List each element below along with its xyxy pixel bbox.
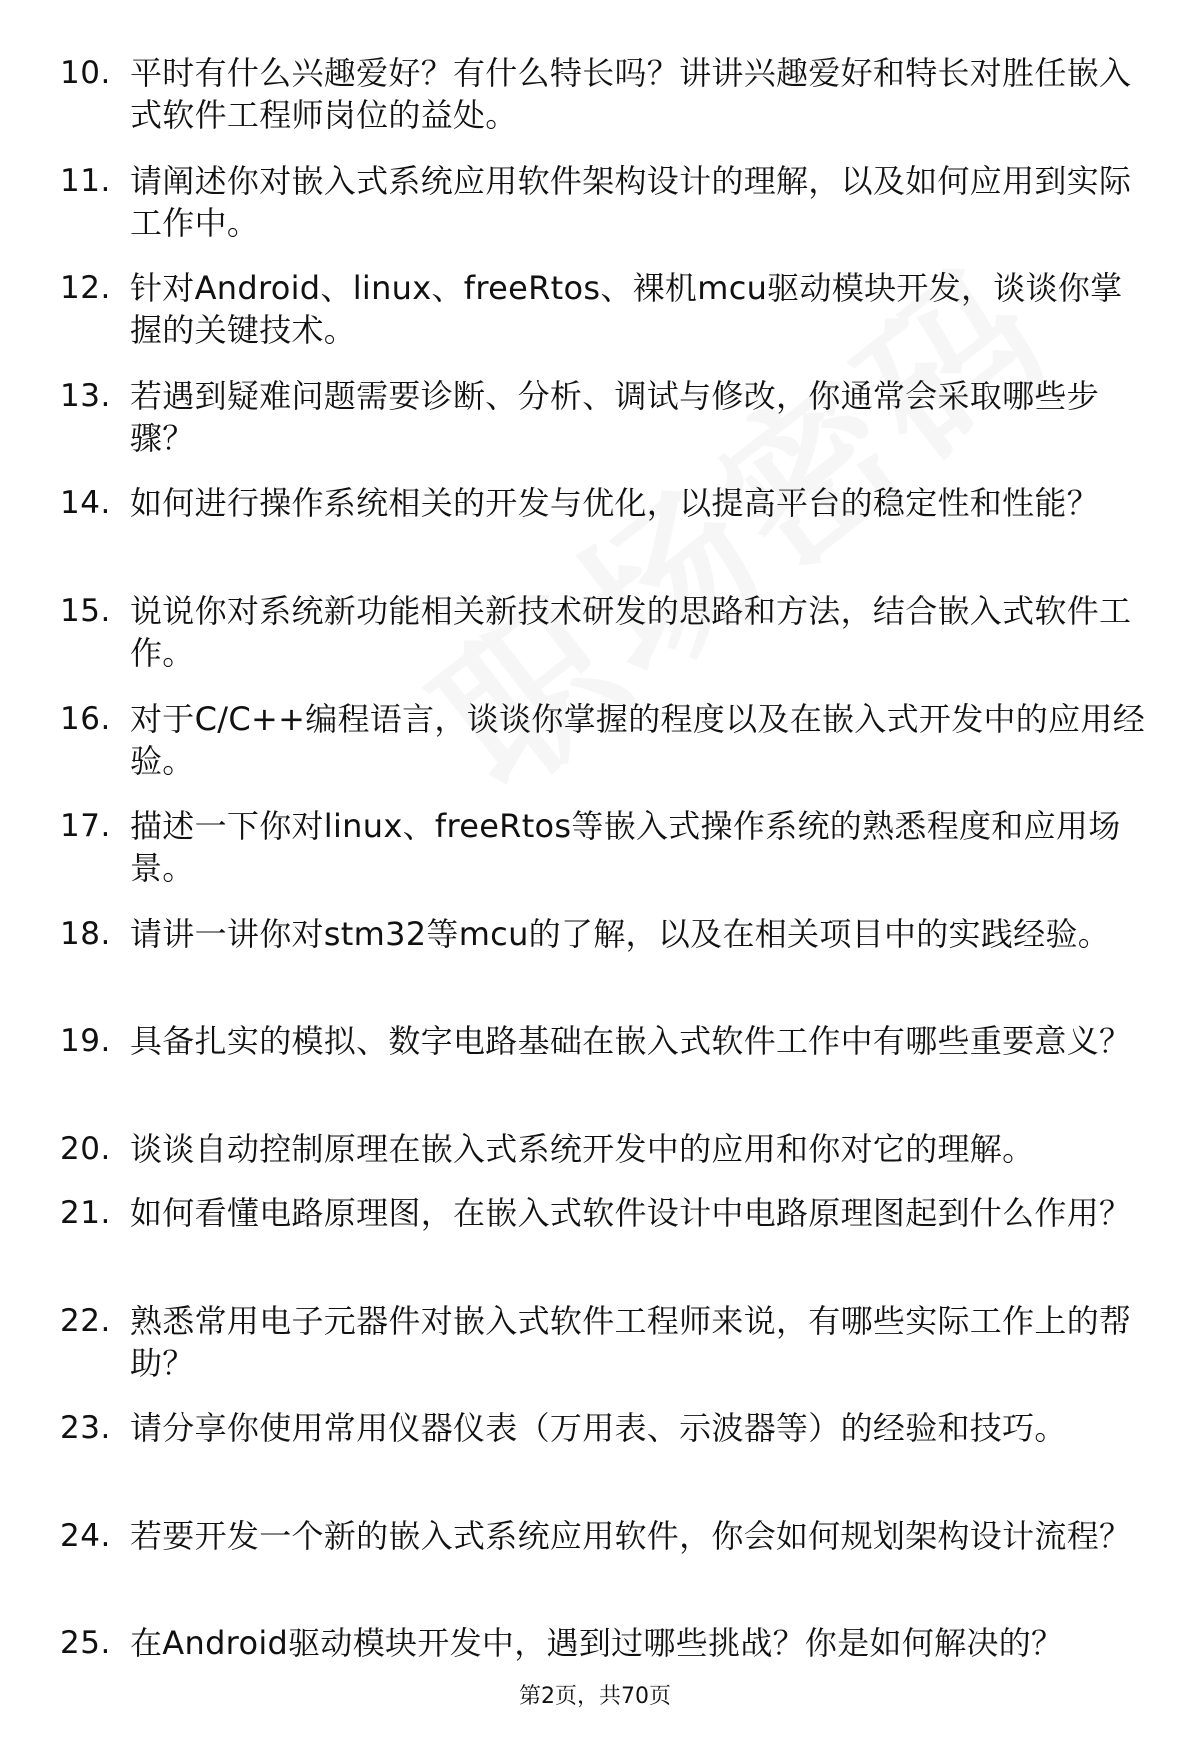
question-text: 请阐述你对嵌入式系统应用软件架构设计的理解，以及如何应用到实际工作中。 [130,161,1132,242]
question-text: 请讲一讲你对stm32等mcu的了解，以及在相关项目中的实践经验。 [130,914,1111,953]
question-text: 若要开发一个新的嵌入式系统应用软件，你会如何规划架构设计流程？ [130,1516,1132,1555]
question-number: 25. [60,1625,111,1662]
question-text: 谈谈自动控制原理在嵌入式系统开发中的应用和你对它的理解。 [130,1129,1035,1168]
question-text: 说说你对系统新功能相关新技术研发的思路和方法，结合嵌入式软件工作。 [130,591,1132,672]
question-item [0,160,1190,268]
question-item [0,805,1190,913]
question-text: 在Android驱动模块开发中，遇到过哪些挑战？你是如何解决的？ [130,1624,1064,1663]
question-number: 14. [60,485,111,522]
question-text: 熟悉常用电子元器件对嵌入式软件工程师来说，有哪些实际工作上的帮助？ [130,1301,1132,1382]
question-item [0,1128,1190,1192]
question-item [0,52,1190,160]
question-item [0,1020,1190,1128]
question-number: 12. [60,270,111,307]
question-text: 如何进行操作系统相关的开发与优化，以提高平台的稳定性和性能？ [130,484,1100,523]
question-number: 24. [60,1517,111,1554]
question-text: 若遇到疑难问题需要诊断、分析、调试与修改，你通常会采取哪些步骤？ [130,376,1100,457]
question-item [0,1192,1190,1300]
question-item [0,1407,1190,1515]
question-text: 具备扎实的模拟、数字电路基础在嵌入式软件工作中有哪些重要意义？ [130,1022,1132,1061]
question-number: 22. [60,1302,111,1339]
question-text: 描述一下你对linux、freeRtos等嵌入式操作系统的熟悉程度和应用场景。 [130,807,1121,888]
question-number: 20. [60,1130,111,1167]
question-number: 13. [60,377,111,414]
question-number: 15. [60,592,111,629]
question-item [0,590,1190,698]
question-item [0,1300,1190,1408]
question-number: 21. [60,1194,111,1231]
question-number: 19. [60,1023,111,1060]
question-number: 16. [60,700,111,737]
question-text: 如何看懂电路原理图，在嵌入式软件设计中电路原理图起到什么作用？ [130,1193,1132,1232]
question-item [0,1515,1190,1623]
question-item [0,267,1190,375]
question-number: 18. [60,915,111,952]
question-text: 请分享你使用常用仪器仪表（万用表、示波器等）的经验和技巧。 [130,1409,1067,1448]
question-item [0,482,1190,590]
question-item [0,1622,1190,1686]
question-text: 针对Android、linux、freeRtos、裸机mcu驱动模块开发，谈谈你掌握的关键技术。 [130,269,1123,350]
question-number: 17. [60,808,111,845]
question-text: 平时有什么兴趣爱好？有什么特长吗？讲讲兴趣爱好和特长对胜任嵌入式软件工程师岗位的益处。 [130,54,1132,134]
question-item [0,375,1190,483]
question-list [0,52,1190,1686]
question-item [0,913,1190,1021]
page-footer: 第2页，共70页 [519,1684,671,1709]
question-item [0,698,1190,806]
question-number: 11. [60,162,111,199]
question-text: 对于C/C++编程语言，谈谈你掌握的程度以及在嵌入式开发中的应用经验。 [130,699,1145,780]
question-number: 10. [60,55,111,91]
question-number: 23. [60,1410,111,1447]
